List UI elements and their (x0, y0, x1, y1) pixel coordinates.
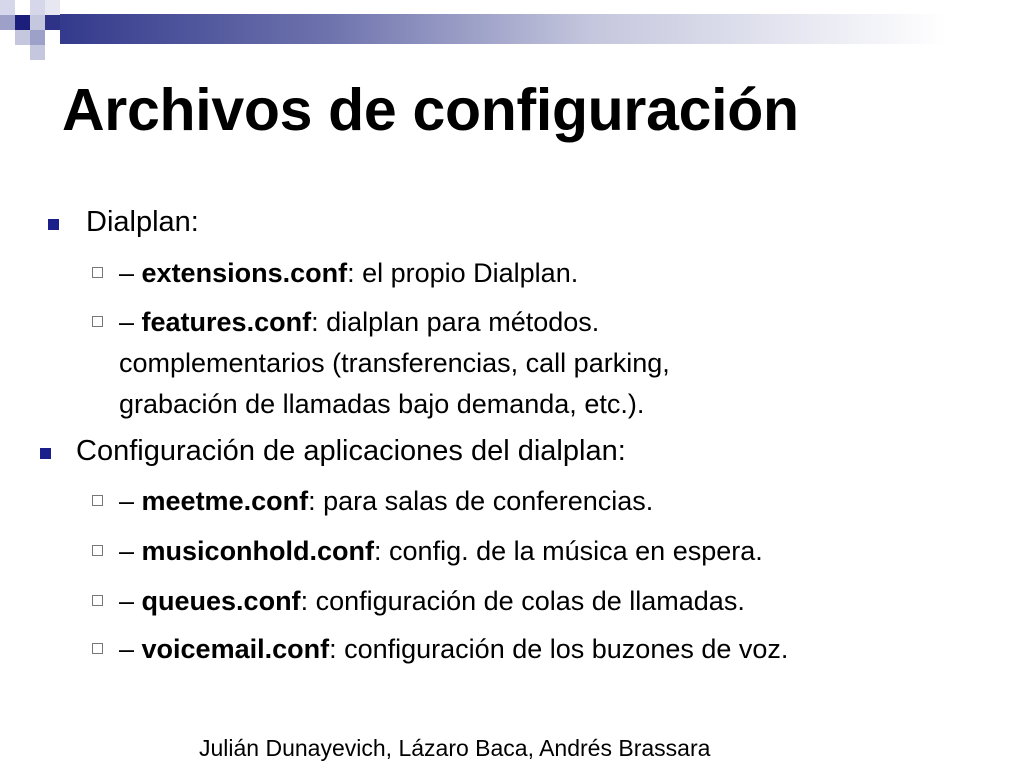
description-line: grabación de llamadas bajo demanda, etc.). (119, 389, 645, 419)
file-name: features.conf (141, 307, 312, 337)
sub-item-meetme (119, 481, 653, 522)
hollow-square-bullet-icon (92, 267, 103, 278)
description: : el propio Dialplan. (347, 258, 579, 288)
file-name: musiconhold.conf (141, 536, 375, 566)
slide-title: Archivos de configuración (62, 77, 799, 143)
sub-item-queues (119, 581, 745, 622)
dash: – (119, 258, 142, 288)
hollow-square-bullet-icon (92, 545, 103, 556)
description: : dialplan para métodos. (311, 307, 600, 337)
sub-item-musiconhold (119, 531, 763, 572)
description-line: complementarios (transferencias, call parking, (119, 348, 670, 378)
dash: – (119, 586, 142, 616)
file-name: meetme.conf (141, 486, 309, 516)
bullet-item-aplicaciones (76, 435, 626, 468)
square-bullet-icon (48, 219, 59, 230)
hollow-square-bullet-icon (92, 495, 103, 506)
dash: – (119, 486, 142, 516)
description: : configuración de colas de llamadas. (300, 586, 745, 616)
file-name: extensions.conf (141, 258, 348, 288)
sub-item-voicemail (119, 629, 788, 670)
description: : configuración de los buzones de voz. (329, 634, 789, 664)
square-bullet-icon (40, 448, 51, 459)
file-name: queues.conf (141, 586, 301, 616)
description: : config. de la música en espera. (374, 536, 763, 566)
dash: – (119, 634, 142, 664)
hollow-square-bullet-icon (92, 316, 103, 327)
hollow-square-bullet-icon (92, 643, 103, 654)
sub-item-extensions (119, 253, 578, 294)
sub-item-features (119, 302, 670, 425)
bullet-item-dialplan (86, 206, 199, 239)
dash: – (119, 307, 142, 337)
bullet-label: Configuración de aplicaciones del dialplan: (76, 435, 626, 467)
bullet-label: Dialplan: (86, 206, 199, 238)
dash: – (119, 536, 142, 566)
slide-footer: Julián Dunayevich, Lázaro Baca, Andrés Brassara (199, 735, 711, 761)
file-name: voicemail.conf (141, 634, 330, 664)
hollow-square-bullet-icon (92, 595, 103, 606)
description: : para salas de conferencias. (308, 486, 654, 516)
